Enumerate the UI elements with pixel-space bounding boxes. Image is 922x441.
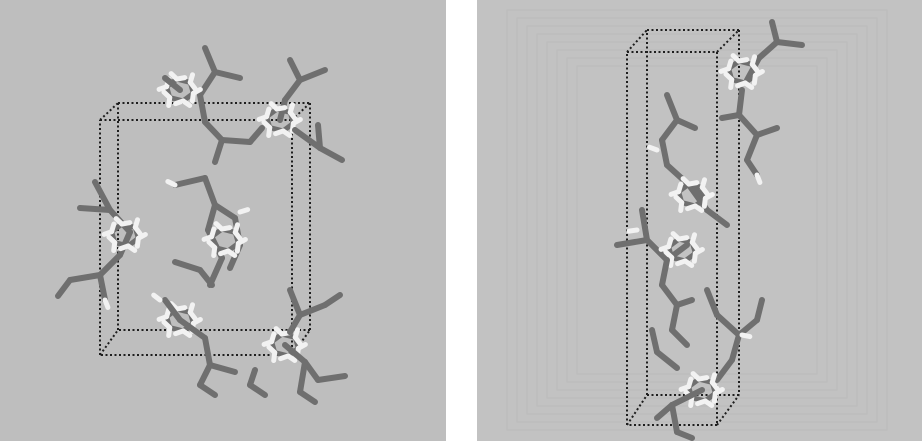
bond: [205, 48, 215, 72]
bond: [320, 148, 342, 160]
bond: [200, 385, 215, 395]
bond: [200, 72, 215, 95]
bond: [215, 205, 235, 218]
bond: [300, 305, 325, 315]
bond: [205, 178, 215, 205]
cell-edge: [717, 30, 739, 52]
bond: [325, 295, 340, 305]
bond: [672, 405, 677, 432]
hydrogen-bond: [714, 393, 715, 401]
hydrogen-bond: [192, 93, 193, 101]
bond: [672, 330, 687, 345]
bond: [210, 365, 235, 372]
right-crystal-structure-image: [477, 0, 922, 441]
bond: [757, 300, 762, 320]
cell-edge: [627, 30, 647, 52]
bond: [290, 60, 300, 80]
bond: [80, 208, 110, 210]
cell-edge: [100, 103, 118, 120]
hydrogen-bond: [704, 198, 705, 206]
hydrogen-bond: [281, 356, 289, 359]
bond: [617, 240, 647, 245]
bond: [667, 95, 677, 120]
molecule-group: [617, 22, 802, 438]
bond: [222, 140, 250, 142]
hydrogen-bond: [754, 75, 755, 83]
contour-line: [537, 34, 857, 406]
bond: [677, 432, 692, 438]
hydrogen-bond: [679, 184, 681, 192]
bond: [739, 115, 757, 135]
bond: [707, 210, 727, 225]
hydrogen-bond: [689, 379, 691, 387]
bond: [772, 22, 777, 42]
bond: [657, 352, 677, 368]
hydrogen-bond: [240, 210, 248, 212]
bond: [285, 80, 300, 100]
hydrogen-bond: [112, 224, 114, 232]
bond: [747, 135, 757, 160]
bond: [722, 115, 739, 118]
hydrogen-bond: [176, 101, 184, 104]
contour-line: [507, 10, 887, 430]
bond: [300, 70, 325, 80]
hydrogen-bond: [176, 331, 184, 334]
hydrogen-bond: [137, 238, 138, 246]
bond: [662, 260, 667, 285]
hydrogen-bond: [168, 181, 175, 185]
hydrogen-bond: [222, 228, 230, 229]
bond: [318, 376, 345, 380]
bond: [662, 140, 667, 165]
hydrogen-bond: [276, 131, 284, 134]
contour-line: [577, 66, 817, 374]
bond: [757, 128, 777, 135]
bond: [205, 338, 210, 365]
hydrogen-bond: [277, 108, 285, 109]
left-crystal-panel: [0, 0, 446, 441]
hydrogen-bond: [177, 308, 185, 309]
bond: [672, 305, 677, 330]
hydrogen-bond: [694, 253, 695, 261]
hydrogen-bond: [154, 295, 160, 300]
bond: [652, 330, 657, 352]
contour-line: [557, 50, 837, 390]
hydrogen-bond: [738, 83, 746, 86]
cell-edge: [627, 395, 647, 425]
bond: [205, 122, 222, 140]
hydrogen-bond: [221, 251, 229, 254]
bond: [175, 262, 200, 270]
contour-line: [547, 42, 847, 398]
cell-edge: [717, 395, 739, 425]
bond: [747, 160, 757, 175]
bond: [215, 140, 222, 162]
bond: [200, 95, 205, 122]
hydrogen-bond: [688, 206, 696, 209]
contour-line: [527, 26, 867, 414]
bond: [300, 362, 305, 392]
hydrogen-bond: [105, 300, 108, 307]
hydrogen-bond: [237, 243, 238, 251]
hydrogen-bond: [629, 230, 637, 231]
background-contour-lines: [507, 10, 887, 430]
contour-line: [567, 58, 827, 382]
molecule-group: [58, 48, 345, 402]
bond: [707, 290, 717, 315]
hydrogen-bond: [699, 378, 707, 379]
bond: [732, 335, 739, 360]
bond: [677, 300, 692, 305]
bond: [290, 290, 300, 315]
bond: [717, 315, 739, 335]
contour-line: [517, 18, 877, 422]
right-crystal-panel: [477, 0, 922, 441]
hydrogen-bond: [272, 334, 274, 342]
bond: [175, 178, 205, 185]
bond: [215, 72, 240, 78]
bond: [662, 120, 677, 140]
hydrogen-bond: [167, 309, 169, 317]
hydrogen-bond: [121, 246, 129, 249]
hydrogen-bond: [669, 239, 671, 247]
bond: [208, 205, 215, 230]
hydrogen-bond: [739, 60, 747, 61]
bond: [58, 280, 70, 296]
bond: [662, 285, 677, 305]
bond: [318, 125, 320, 148]
bond: [200, 365, 210, 385]
bond: [739, 90, 742, 115]
hydrogen-bond: [267, 109, 269, 117]
bond: [70, 275, 100, 280]
left-crystal-structure-image: [0, 0, 446, 441]
hydrogen-bond: [177, 78, 185, 79]
hydrogen-bond: [650, 147, 657, 150]
bond: [300, 392, 315, 402]
bond: [717, 360, 732, 380]
cell-edge: [100, 330, 118, 355]
hydrogen-bond: [679, 238, 687, 239]
hydrogen-bond: [122, 223, 130, 224]
hydrogen-bond: [729, 61, 731, 69]
hydrogen-bond: [689, 183, 697, 184]
hydrogen-bond: [757, 175, 760, 182]
bond: [250, 128, 262, 142]
hydrogen-bond: [678, 261, 686, 264]
bond: [250, 385, 265, 395]
hydrogen-bond: [212, 229, 214, 237]
hydrogen-bond: [742, 335, 750, 337]
bond: [777, 42, 802, 45]
bond: [95, 182, 110, 210]
hydrogen-bond: [698, 401, 706, 404]
